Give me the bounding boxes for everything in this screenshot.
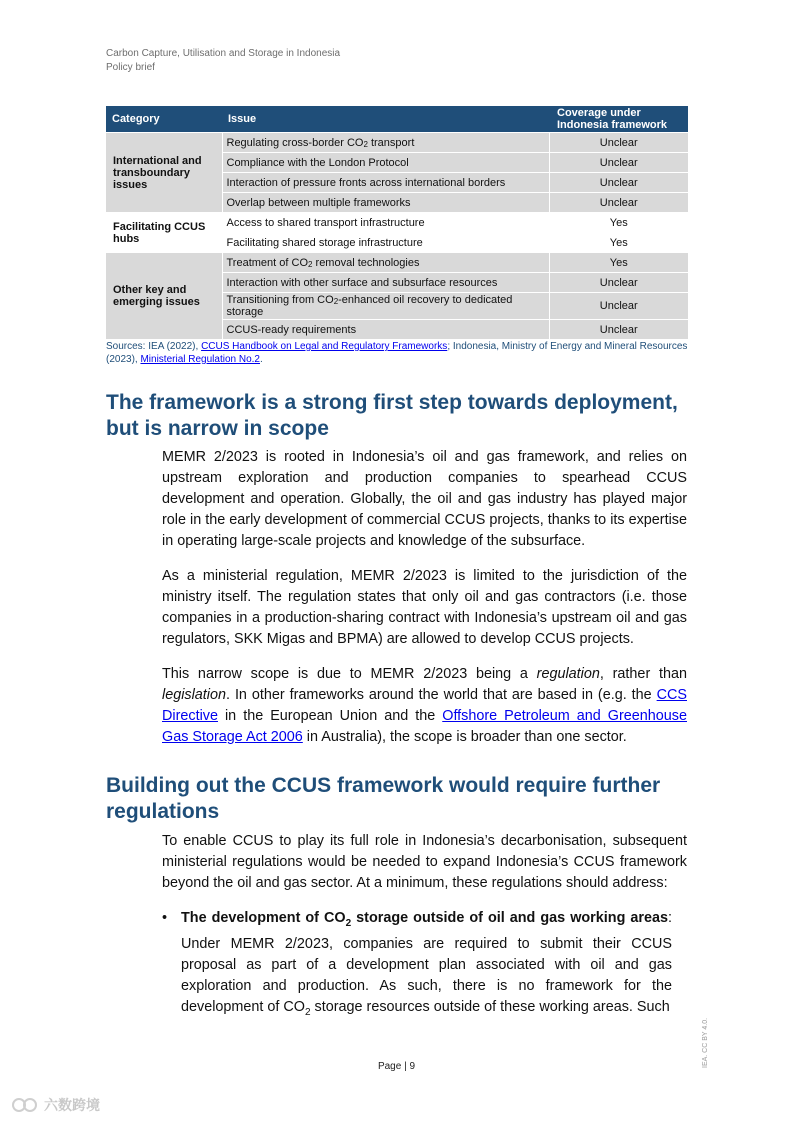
coverage-table xyxy=(106,106,688,339)
coverage-cell: Yes xyxy=(549,233,688,253)
report-title: Carbon Capture, Utilisation and Storage in Indonesia xyxy=(106,48,341,59)
coverage-cell: Yes xyxy=(549,213,688,233)
ccus-handbook-link[interactable]: CCUS Handbook on Legal and Regulatory Frameworks xyxy=(201,341,448,352)
body-paragraph: To enable CCUS to play its full role in Indonesia’s decarbonisation, subsequent ministerial regulations would be needed to expand Indonesia’s CCUS framework beyond the oil and gas sector. At a minimum, these regulations should address: xyxy=(162,833,687,891)
section-heading-building: Building out the CCUS framework would require further regulations xyxy=(106,774,661,823)
issue-cell: Facilitating shared storage infrastructure xyxy=(222,233,549,253)
coverage-cell: Unclear xyxy=(549,133,688,153)
issue-cell: Regulating cross-border $CO_2$ transport xyxy=(222,133,549,153)
coverage-cell: Unclear xyxy=(549,320,688,340)
coverage-cell: Yes xyxy=(549,253,688,273)
table-row xyxy=(106,253,688,273)
issue-cell: Compliance with the London Protocol xyxy=(222,153,549,173)
issue-cell: Access to shared transport infrastructure xyxy=(222,213,549,233)
report-subtitle: Policy brief xyxy=(106,61,155,73)
watermark-logo-icon xyxy=(10,1096,40,1114)
body-paragraph: This narrow scope is due to MEMR 2/2023 being a regulation, rather than legislation. In other frameworks around the world that are based in (e.g. the CCS Directive in the European Union and the Offshore Petroleum and Greenhouse Gas Storage Act 2006 in Australia), the scope is broader than one sector. xyxy=(162,666,687,745)
coverage-cell: Unclear xyxy=(549,273,688,293)
category-cell: Facilitating CCUS hubs xyxy=(106,213,222,253)
bullet-symbol: • xyxy=(162,910,168,926)
coverage-cell: Unclear xyxy=(549,173,688,193)
table-row xyxy=(106,213,688,233)
bullet-text: The development of $CO_2$ storage outside of oil and gas working areas: Under MEMR 2/2023, companies are required to submit their CCUS proposal as part of a development plan associated with oil and gas exploration and production. As such, there is no framework for the development of $CO_2$ storage resources outside of these working areas. Such xyxy=(181,910,672,1018)
license-credit: IEA. CC BY 4.0. xyxy=(702,1017,709,1068)
watermark xyxy=(10,1095,100,1115)
category-cell: International and transboundary issues xyxy=(106,133,222,213)
issue-cell: Interaction with other surface and subsurface resources xyxy=(222,273,549,293)
column-header-category: Category xyxy=(106,106,222,133)
issue-cell: CCUS-ready requirements xyxy=(222,320,549,340)
section-heading-framework: The framework is a strong first step towards deployment, but is narrow in scope xyxy=(106,391,678,440)
coverage-cell: Unclear xyxy=(549,193,688,213)
issue-cell: Treatment of $CO_2$ removal technologies xyxy=(222,253,549,273)
table-row xyxy=(106,133,688,153)
bullet-item xyxy=(162,908,672,1023)
issue-cell: Interaction of pressure fronts across international borders xyxy=(222,173,549,193)
watermark-text: 六数跨境 xyxy=(44,1097,100,1113)
running-header xyxy=(106,47,340,74)
bullet-title: The development of $CO_2$ storage outside of oil and gas working areas xyxy=(181,910,668,929)
ministerial-regulation-link[interactable]: Ministerial Regulation No.2 xyxy=(140,353,260,365)
coverage-cell: Unclear xyxy=(549,293,688,320)
table-sources: Sources: IEA (2022), CCUS Handbook on Legal and Regulatory Frameworks; Indonesia, Ministry of Energy and Mineral Resources (2023), Ministerial Regulation No.2. xyxy=(106,341,688,365)
category-cell: Other key and emerging issues xyxy=(106,253,222,340)
issue-cell: Transitioning from $CO_2$-enhanced oil recovery to dedicated storage xyxy=(222,293,549,320)
column-header-coverage: Coverage under Indonesia framework xyxy=(549,106,688,133)
body-paragraph: MEMR 2/2023 is rooted in Indonesia’s oil and gas framework, and relies on upstream exploration and production companies to spearhead CCUS development and operation. Globally, the oil and gas industry has played major role in the early development of commercial CCUS projects, thanks to its expertise in operating large-scale projects and knowledge of the subsurface. xyxy=(162,449,687,549)
body-paragraph: As a ministerial regulation, MEMR 2/2023 is limited to the jurisdiction of the ministry itself. The regulation states that only oil and gas contractors (i.e. those companies in a production-sharing contract with Indonesia’s upstream oil and gas regulators, SKK Migas and BPMA) are allowed to develop CCUS projects. xyxy=(162,568,687,647)
column-header-issue: Issue xyxy=(222,106,549,133)
page-number: Page | 9 xyxy=(377,1061,416,1072)
offshore-petroleum-act-link[interactable]: Offshore Petroleum and Greenhouse Gas Storage Act 2006 xyxy=(162,708,687,745)
table-header-row xyxy=(106,106,688,133)
coverage-cell: Unclear xyxy=(549,153,688,173)
issue-cell: Overlap between multiple frameworks xyxy=(222,193,549,213)
ccs-directive-link[interactable]: CCS Directive xyxy=(162,687,687,724)
